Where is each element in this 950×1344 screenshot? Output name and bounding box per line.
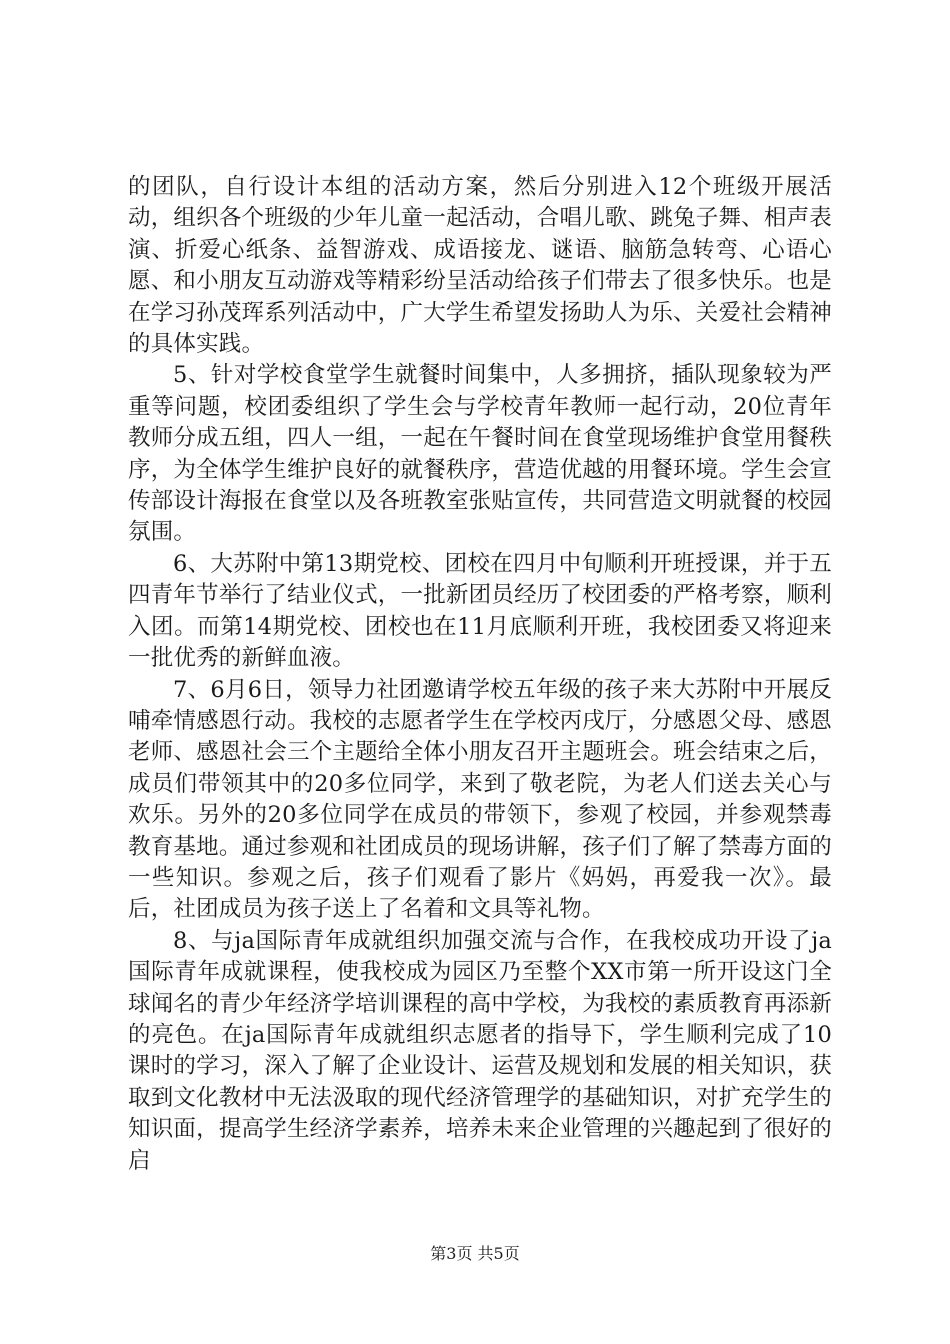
paragraph-item-7: 7、6月6日，领导力社团邀请学校五年级的孩子来大苏附中开展反哺牵情感恩行动。我校的志愿者学生在学校丙戌厅，分感恩父母、感恩老师、感恩社会三个主题给全体小朋友召开主题班会。班会结束之后，成员们带领其中的20多位同学，来到了敬老院，为老人们送去关心与欢乐。另外的20多位同学在成员的带领下，参观了校园，并参观禁毒教育基地。通过参观和社团成员的现场讲解，孩子们了解了禁毒方面的一些知识。参观之后，孩子们观看了影片《妈妈，再爱我一次》。最后，社团成员为孩子送上了名着和文具等礼物。 — [128, 676, 832, 923]
paragraph-item-8: 8、与ja国际青年成就组织加强交流与合作，在我校成功开设了ja国际青年成就课程，使我校成为园区乃至整个XX市第一所开设这门全球闻名的青少年经济学培训课程的高中学校，为我校的素质教育再添新的亮色。在ja国际青年成就组织志愿者的指导下，学生顺利完成了10课时的学习，深入了解了企业设计、运营及规划和发展的相关知识，获取到文化教材中无法汲取的现代经济管理学的基础知识，对扩充学生的知识面，提高学生经济学素养，培养未来企业管理的兴趣起到了很好的启 — [128, 927, 832, 1174]
paragraph-item-5: 5、针对学校食堂学生就餐时间集中，人多拥挤，插队现象较为严重等问题，校团委组织了学生会与学校青年教师一起行动，20位青年教师分成五组，四人一组，一起在午餐时间在食堂现场维护食堂用餐秩序，为全体学生维护良好的就餐秩序，营造优越的用餐环境。学生会宣传部设计海报在食堂以及各班教室张贴宣传，共同营造文明就餐的校园氛围。 — [128, 362, 832, 546]
paragraph-continued: 的团队，自行设计本组的活动方案，然后分别进入12个班级开展活动，组织各个班级的少年儿童一起活动，合唱儿歌、跳兔子舞、相声表演、折爱心纸条、益智游戏、成语接龙、谜语、脑筋急转弯、心语心愿、和小朋友互动游戏等精彩纷呈活动给孩子们带去了很多快乐。也是在学习孙茂珲系列活动中，广大学生希望发扬助人为乐、关爱社会精神的具体实践。 — [128, 174, 832, 358]
body-text — [128, 172, 832, 1177]
page-footer: 第3页 共5页 — [430, 1244, 520, 1263]
paragraph-item-6: 6、大苏附中第13期党校、团校在四月中旬顺利开班授课，并于五四青年节举行了结业仪式，一批新团员经历了校团委的严格考察，顺利入团。而第14期党校、团校也在11月底顺利开班，我校团委又将迎来一批优秀的新鲜血液。 — [128, 550, 832, 672]
